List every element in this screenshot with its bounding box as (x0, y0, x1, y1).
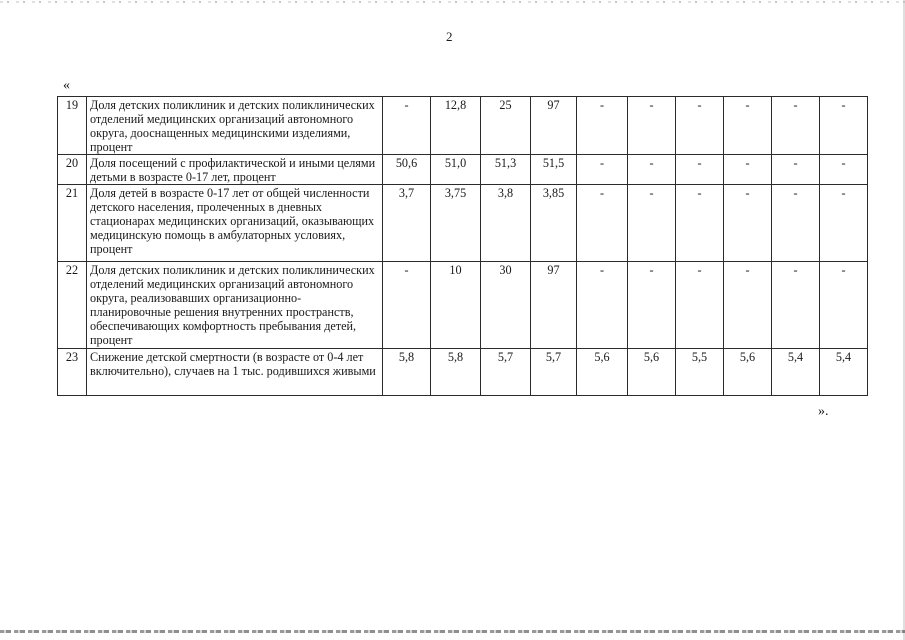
row-number: 22 (58, 262, 87, 349)
table-cell: - (772, 185, 820, 262)
table-row (58, 155, 868, 185)
table-cell: 5,7 (531, 349, 577, 396)
table-cell: 5,7 (481, 349, 531, 396)
table-cell: - (724, 155, 772, 185)
table-cell: - (820, 97, 868, 155)
table-cell: 30 (481, 262, 531, 349)
table-cell: - (676, 97, 724, 155)
table-cell: - (628, 97, 676, 155)
table-cell: 5,4 (820, 349, 868, 396)
table-cell: - (628, 262, 676, 349)
table-cell: 51,5 (531, 155, 577, 185)
table-cell: 5,6 (628, 349, 676, 396)
row-number: 21 (58, 185, 87, 262)
table-cell: 5,8 (431, 349, 481, 396)
row-description: Доля детских поликлиник и детских поликлинических отделений медицинских организаций автономного округа, дооснащенных медицинскими изделиями, процент (87, 97, 383, 155)
table-cell: - (628, 155, 676, 185)
table-cell: 50,6 (383, 155, 431, 185)
scan-edge-top (0, 1, 905, 3)
row-number: 23 (58, 349, 87, 396)
table-cell: - (724, 262, 772, 349)
row-description: Доля детских поликлиник и детских поликлинических отделений медицинских организаций автономного округа, реализовавших организационно-планировочные решения внутренних пространств, обеспечивающих комфортность пребывания детей, процент (87, 262, 383, 349)
table-cell: 3,8 (481, 185, 531, 262)
table-cell: - (820, 185, 868, 262)
table-cell: - (628, 185, 676, 262)
table-cell: - (577, 185, 628, 262)
table-cell: 5,4 (772, 349, 820, 396)
table-cell: - (577, 155, 628, 185)
table-cell: 5,5 (676, 349, 724, 396)
table-cell: - (383, 97, 431, 155)
table-row (58, 262, 868, 349)
table-cell: 12,8 (431, 97, 481, 155)
table-cell: - (577, 262, 628, 349)
table-cell: - (820, 155, 868, 185)
row-description: Снижение детской смертности (в возрасте от 0-4 лет включительно), случаев на 1 тыс. родившихся живыми (87, 349, 383, 396)
table-cell: - (676, 185, 724, 262)
row-description: Доля посещений с профилактической и иными целями детьми в возрасте 0-17 лет, процент (87, 155, 383, 185)
page-number: 2 (446, 29, 453, 44)
table-cell: - (772, 155, 820, 185)
open-quote: « (63, 78, 70, 93)
table-cell: - (383, 262, 431, 349)
row-number: 20 (58, 155, 87, 185)
table-cell: - (820, 262, 868, 349)
table-cell: - (724, 97, 772, 155)
table-row (58, 349, 868, 396)
table-cell: 97 (531, 262, 577, 349)
table-cell: 51,3 (481, 155, 531, 185)
scan-edge-bottom (0, 630, 905, 633)
table-cell: - (676, 262, 724, 349)
table-row (58, 97, 868, 155)
table-cell: 97 (531, 97, 577, 155)
row-description: Доля детей в возрасте 0-17 лет от общей численности детского населения, пролеченных в дневных стационарах медицинских организаций, оказывающих медицинскую помощь в амбулаторных условиях, процент (87, 185, 383, 262)
table-cell: 5,6 (724, 349, 772, 396)
table-cell: 5,8 (383, 349, 431, 396)
table-row (58, 185, 868, 262)
table-cell: - (772, 262, 820, 349)
row-number: 19 (58, 97, 87, 155)
table-cell: - (676, 155, 724, 185)
table-cell: - (772, 97, 820, 155)
table-cell: 3,75 (431, 185, 481, 262)
table-cell: 3,85 (531, 185, 577, 262)
close-quote: ». (818, 404, 829, 419)
table-cell: 51,0 (431, 155, 481, 185)
indicators-table (57, 96, 868, 396)
table-cell: - (724, 185, 772, 262)
table-cell: 3,7 (383, 185, 431, 262)
table-cell: 5,6 (577, 349, 628, 396)
table-cell: 10 (431, 262, 481, 349)
table-cell: - (577, 97, 628, 155)
table-cell: 25 (481, 97, 531, 155)
